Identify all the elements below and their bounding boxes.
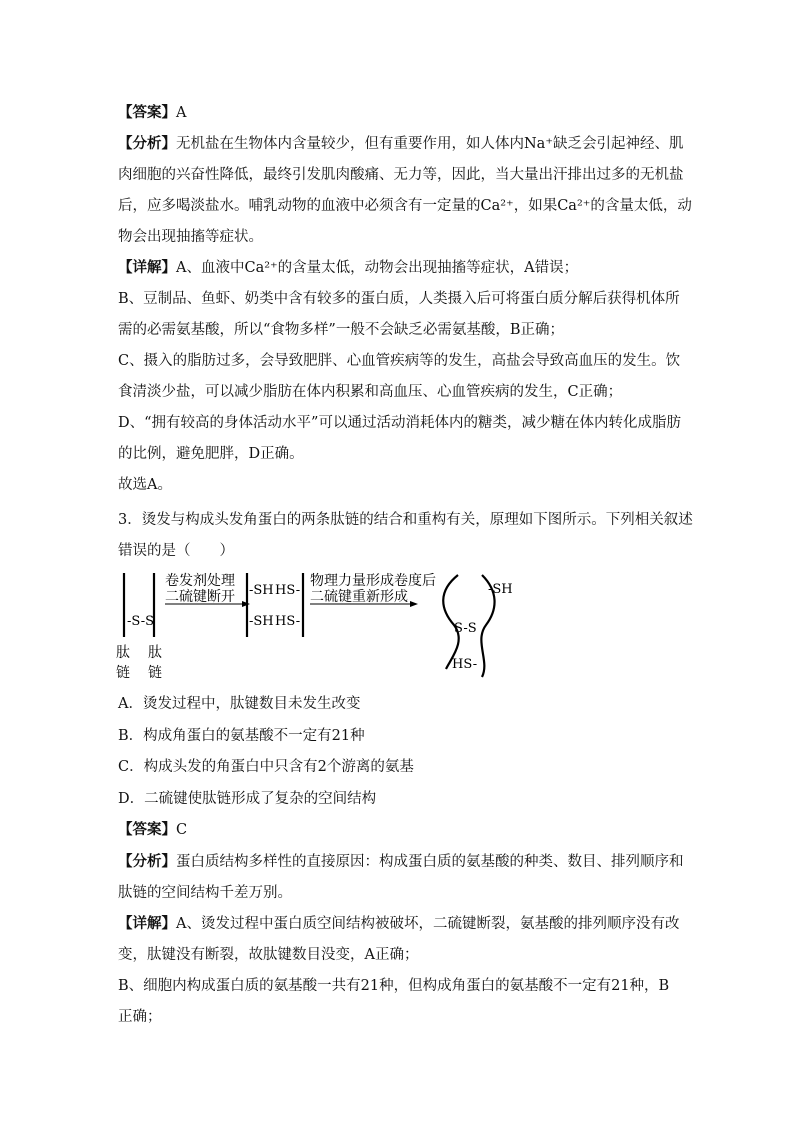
detail-line: C、摄入的脂肪过多，会导致肥胖、心血管疾病等的发生，高盐会导致高血压的发生。饮 [118,353,681,369]
analysis-line: 后，应多喝淡盐水。哺乳动物的血液中必须含有一定量的Ca²⁺，如果Ca²⁺的含量太低，动 [118,198,692,214]
analysis-tag: 【分析】 [118,135,176,152]
detail-line: D、“拥有较高的身体活动水平”可以通过活动消耗体内的糖类，减少糖在体内转化成脂肪 [118,415,681,431]
chain-label: 链 [148,665,162,681]
detail-line: 正确； [118,1009,162,1025]
disulfide-bond-label: -S-S [127,614,155,629]
answer-1 [118,97,684,129]
analysis-line: 肽链的空间结构千差万别。 [118,885,292,901]
detail-line: B、豆制品、鱼虾、奶类中含有较多的蛋白质，人类摄入后可将蛋白质分解后获得机体所 [118,291,680,307]
detail-line: 的比例，避免肥胖，D正确。 [118,446,304,462]
detail-tag: 【详解】 [118,259,176,276]
question-stem [118,505,693,567]
thiol-label: -SH [488,582,513,597]
arrow2-top-label: 物理力量形成卷度后 [310,573,436,589]
answer-2 [118,814,684,846]
analysis-line: 物会出现抽搐等症状。 [118,229,263,245]
detail-line: 需的必需氨基酸，所以“食物多样”一般不会缺乏必需氨基酸，B正确； [118,322,564,338]
detail-line: 变，肽键没有断裂，故肽键数目没变，A正确； [118,947,419,963]
detail-line: 食清淡少盐，可以减少脂肪在体内积累和高血压、心血管疾病的发生，C正确； [118,384,623,400]
option-b: B．构成角蛋白的氨基酸不一定有21种 [118,728,365,744]
option-d: D．二硫键使肽链形成了复杂的空间结构 [118,791,377,807]
thiol-label: -SH [249,614,274,629]
arrow1-bottom-label: 二硫键断开 [165,589,235,605]
question-line: 3．烫发与构成头发角蛋白的两条肽链的结合和重构有关，原理如下图所示。下列相关叙述 [118,512,693,528]
answer-tag: 【答案】 [118,821,176,838]
disulfide-bond-label: S-S [454,621,477,636]
option-a: A．烫发过程中，肽键数目未发生改变 [118,696,361,712]
question-line: 错误的是（ ） [118,543,234,559]
analysis-2 [118,846,684,909]
answer-tag: 【答案】 [118,104,176,121]
detail-line: B、细胞内构成蛋白质的氨基酸一共有21种，但构成角蛋白的氨基酸不一定有21种，B [118,978,670,994]
analysis-line: 蛋白质结构多样性的直接原因：构成蛋白质的氨基酸的种类、数目、排列顺序和 [176,854,684,870]
detail-line: A、烫发过程中蛋白质空间结构被破坏，二硫键断裂，氨基酸的排列顺序没有改 [176,916,680,932]
detail-line: A、血液中Ca²⁺的含量太低，动物会出现抽搐等症状，A错误； [176,260,579,276]
analysis-tag: 【分析】 [118,853,176,870]
answer-value: C [176,822,188,838]
answer-value: A [176,105,187,121]
option-c: C．构成头发的角蛋白中只含有2个游离的氨基 [118,759,414,775]
detail-1 [118,252,684,501]
detail-2 [118,908,684,1033]
thiol-label: HS- [275,614,301,629]
analysis-line: 肉细胞的兴奋性降低，最终引发肌肉酸痛、无力等，因此，当大量出汗排出过多的无机盐 [118,167,684,183]
detail-tag: 【详解】 [118,915,176,932]
analysis-line: 无机盐在生物体内含量较少，但有重要作用，如人体内Na⁺缺乏会引起神经、肌 [176,136,684,152]
thiol-label: -SH [249,583,274,598]
arrow1-top-label: 卷发剂处理 [165,573,235,589]
detail-line: 故选A。 [118,477,172,493]
chain-label: 肽 [116,645,130,661]
thiol-label: HS- [452,657,478,672]
thiol-label: HS- [275,583,301,598]
chain-label: 肽 [148,645,162,661]
perm-diagram [110,565,513,685]
arrow2-bottom-label: 二硫键重新形成 [310,589,408,605]
arrow2-head-icon [410,601,418,607]
chain-label: 链 [116,665,130,681]
analysis-1 [118,128,692,253]
